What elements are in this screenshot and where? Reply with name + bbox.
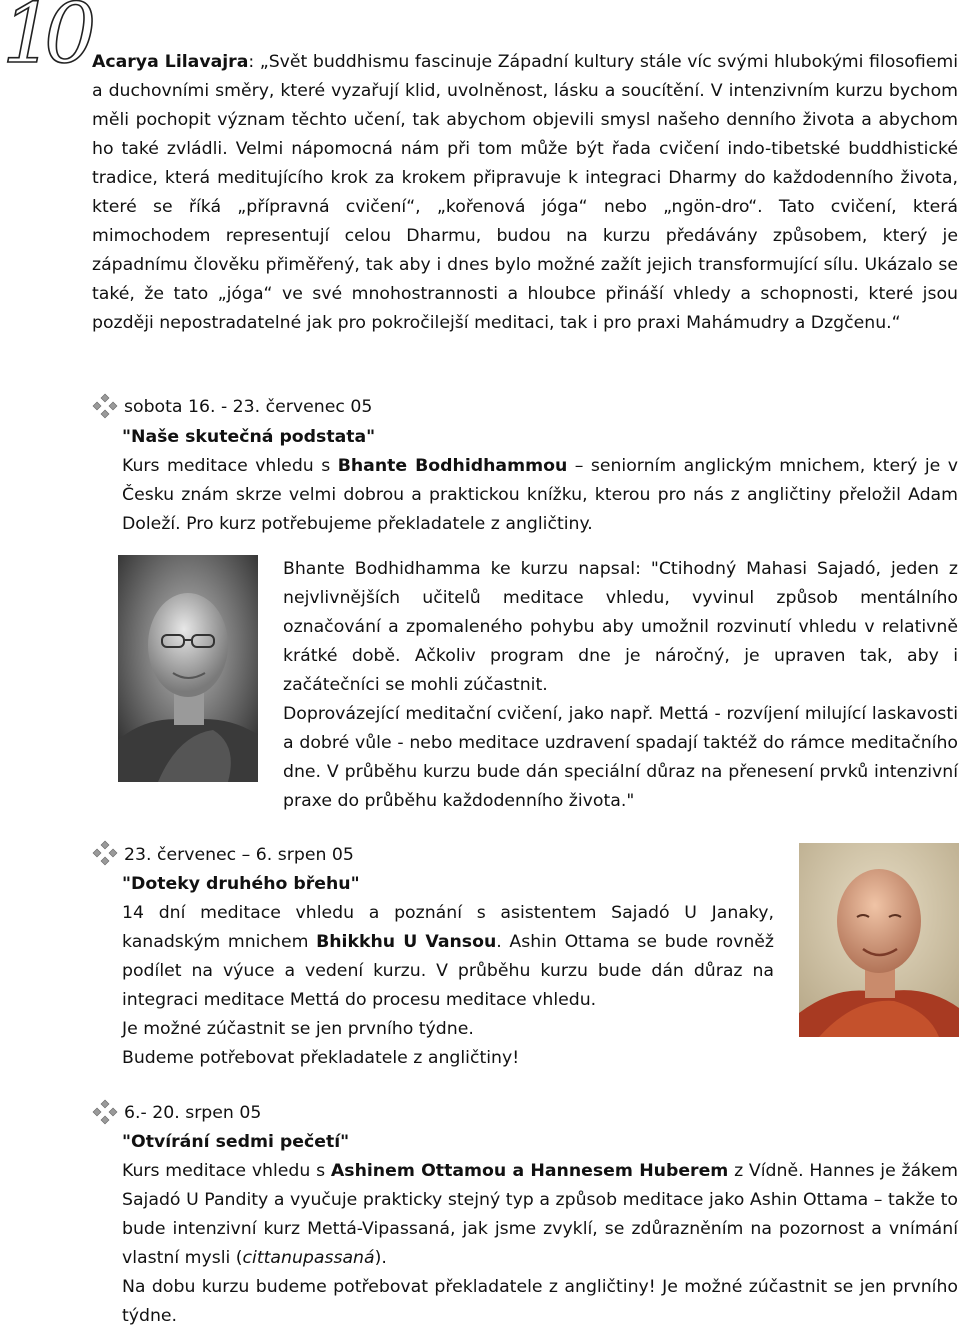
event-3-teachers: Ashinem Ottamou a Hannesem Huberem xyxy=(330,1161,729,1181)
event-2-desc-post: . Ashin Ottama se bude rovněž podílet na výuce a vedení kurzu. V průběhu kurzu bude dán důraz na integraci meditace Mettá do procesu meditace vhledu. xyxy=(122,932,774,1010)
diamond-bullet-icon xyxy=(92,1099,118,1125)
event-3-description xyxy=(122,1157,958,1331)
intro-paragraph xyxy=(92,48,958,338)
event-3-desc-end: ). xyxy=(374,1248,387,1268)
event-2-description xyxy=(122,899,774,1073)
event-1-description xyxy=(122,452,958,539)
event-1-quote-p2: Doprovázející meditační cvičení, jako např. Mettá - rozvíjení milující laskavosti a dobré vůle - nebo meditace uzdravení spadají taktéž do rámce meditačního dne. V průběhu kurzu bude dán speciální důraz na přenesení prvků intenzivní praxe do průběhu každodenního života." xyxy=(283,704,958,811)
page-number: 10 xyxy=(2,0,87,82)
diamond-bullet-icon xyxy=(92,393,118,419)
bhikkhu-u-vansa-photo xyxy=(799,843,959,1037)
event-3-term: cittanupassaná xyxy=(242,1248,375,1268)
event-2-date: 23. červenec – 6. srpen 05 xyxy=(124,845,354,865)
event-2-desc-pre: 14 dní meditace vhledu a poznání s asistentem Sajadó U Janaky, kanadským mnichem xyxy=(122,903,774,952)
event-3-note: Na dobu kurzu budeme potřebovat překladatele z angličtiny! Je možné zúčastnit se jen prvního týdne. xyxy=(122,1277,958,1326)
event-3-desc-paragraph xyxy=(122,1157,958,1273)
event-1-title: "Naše skutečná podstata" xyxy=(122,427,376,447)
bhante-bodhidhamma-photo xyxy=(118,555,258,782)
event-1-desc-post: – seniorním anglickým mnichem, který je v Česku znám skrze velmi dobrou a praktickou knížku, kterou pro nás z angličtiny přeložil Adam Doleží. Pro kurz potřebujeme překladatele z angličtiny. xyxy=(122,456,959,534)
intro-author: Acarya Lilavajra xyxy=(92,52,249,72)
event-1-desc-pre: Kurs meditace vhledu s xyxy=(122,456,338,476)
event-2-note-week: Je možné zúčastnit se jen prvního týdne. xyxy=(122,1019,474,1039)
event-1-quote xyxy=(283,555,958,816)
intro-text: : „Svět buddhismu fascinuje Západní kultury stále víc svými hlubokými filosofiemi a duchovními směry, které vyzařují klid, uvolněnost, lásku a soucítění. V intenzivním kurzu bychom měli pochopit význam těchto učení, tak abychom objevili smysl našeho denního života a abychom ho také zvládli. Velmi nápomocná nám při tom může být řada cvičení indo-tibetské buddhistické tradice, která meditujícího krok za krokem připravuje k integraci Dharmy do každodenního života, které se říká „přípravná cvičení“, „kořenová jóga“ nebo „ngön-dro“. Tato cvičení, která mimochodem representují celou Dharmu, budou na kurzu předávány způsobem, který je západnímu člověku přiměřený, tak aby i dnes bylo možné zažít jejich transformující sílu. Ukázalo se také, že tato „jóga“ ve své mnohostrannosti a hloubce přináší vhledy a schopnosti, které jsou později nepostradatelné jak pro pokročilejší meditaci, tak i pro praxi Mahámudry a Dzgčenu.“ xyxy=(92,52,958,333)
event-2-title: "Doteky druhého břehu" xyxy=(122,874,360,894)
event-2-desc-paragraph xyxy=(122,899,774,1015)
event-3-desc-pre: Kurs meditace vhledu s xyxy=(122,1161,331,1181)
diamond-bullet-icon xyxy=(92,840,118,866)
event-3-desc-post: z Vídně. Hannes je žákem Sajadó U Pandity a vyučuje prakticky stejný typ a způsob meditace jako Ashin Ottama – takže to bude intenzivní kurz Mettá-Vipassaná, jak jsme zvyklí, se zdůrazněním na pozornost a vnímání vlastní mysli ( xyxy=(122,1161,958,1268)
event-3-title: "Otvírání sedmi pečetí" xyxy=(122,1132,350,1152)
event-2-teacher: Bhikkhu U Vansou xyxy=(316,932,497,952)
event-3-date: 6.- 20. srpen 05 xyxy=(124,1103,262,1123)
event-2-note-translator: Budeme potřebovat překladatele z angličtiny! xyxy=(122,1048,520,1068)
event-1-quote-p1: Bhante Bodhidhamma ke kurzu napsal: "Ctihodný Mahasi Sajadó, jeden z nejvlivnějších učitelů meditace vhledu, vyvinul způsob mentálního označování a zpomaleného pohybu aby umožnil rozvinutí vhledu v relativně krátké době. Ačkoliv program dne je náročný, je upraven tak, aby i začátečníci se mohli zúčastnit. xyxy=(283,559,958,695)
event-1-teacher: Bhante Bodhidhammou xyxy=(337,456,568,476)
event-1-date: sobota 16. - 23. červenec 05 xyxy=(124,397,373,417)
